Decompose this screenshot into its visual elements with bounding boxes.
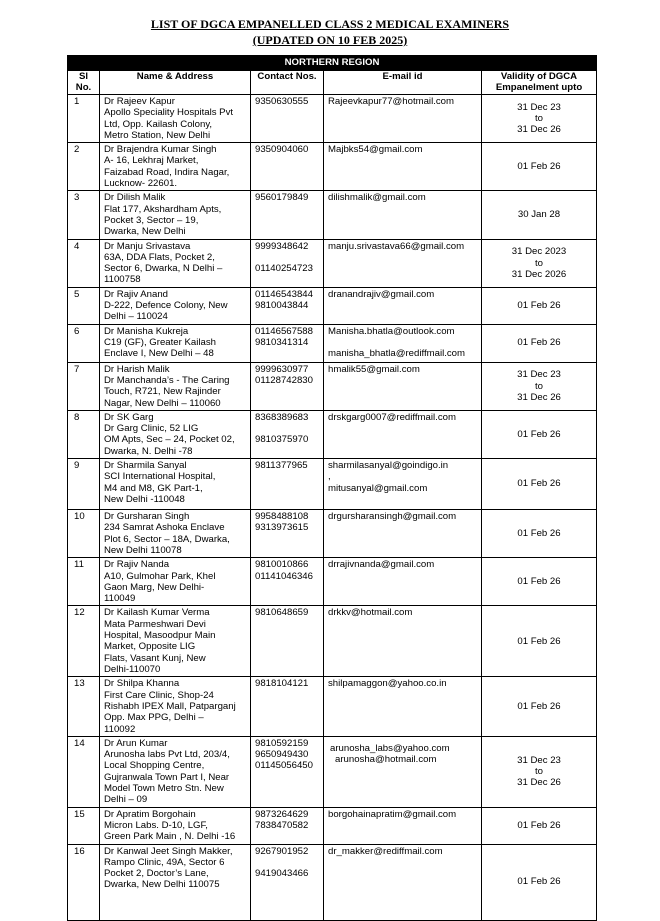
validity-cell <box>482 95 597 143</box>
address-line: SCI International Hospital, <box>104 471 216 483</box>
address-line: Dr Shilpa Khanna <box>104 678 180 690</box>
address-line: First Care Clinic, Shop-24 <box>104 689 214 701</box>
serial-number: 1 <box>68 95 100 143</box>
email-address[interactable]: drgursharansingh@gmail.com <box>328 511 457 523</box>
address-line: Gujranwala Town Part I, Near <box>104 771 230 783</box>
header-name-address: Name & Address <box>100 71 251 95</box>
validity-cell <box>482 677 597 736</box>
address-line: OM Apts, Sec – 24, Pocket 02, <box>104 434 235 446</box>
email-address[interactable]: manju.srivastava66@gmail.com <box>328 240 465 252</box>
serial-number: 14 <box>68 736 100 807</box>
address-line: D-222, Defence Colony, New <box>104 300 228 312</box>
contact-cell <box>251 459 324 510</box>
email-cell <box>324 807 482 844</box>
address-line: Arunosha labs Pvt Ltd, 203/4, <box>104 749 230 761</box>
contact-number: 9810592159 <box>255 737 309 749</box>
header-validity-line2: Empanelment upto <box>495 81 583 93</box>
table-row <box>68 677 597 736</box>
contact-cell <box>251 736 324 807</box>
address-line: Dr Manisha Kukreja <box>104 325 189 337</box>
address-line: Faizabad Road, Indira Nagar, <box>104 166 230 178</box>
table-row <box>68 324 597 362</box>
header-contact: Contact Nos. <box>251 71 324 95</box>
contact-cell <box>251 677 324 736</box>
email-address[interactable]: dilishmalik@gmail.com <box>328 192 426 204</box>
validity-date: 01 Feb 26 <box>517 428 561 440</box>
serial-number: 12 <box>68 606 100 677</box>
address-line: Green Park Main , N. Delhi -16 <box>104 831 236 843</box>
table-body <box>68 95 597 921</box>
address-line: Metro Station, New Delhi <box>104 129 211 141</box>
serial-number: 15 <box>68 807 100 844</box>
serial-number: 8 <box>68 410 100 458</box>
email-cell <box>324 95 482 143</box>
email-cell <box>324 362 482 410</box>
examiners-table <box>67 55 597 921</box>
address-line: Sector 6, Dwarka, N Delhi – <box>104 263 223 275</box>
address-line: Dr Kailash Kumar Verma <box>104 607 210 619</box>
address-line: Dr Rajeev Kapur <box>104 96 175 107</box>
contact-number: 9560179849 <box>255 192 309 204</box>
validity-cell <box>482 143 597 191</box>
email-address[interactable]: sharmilasanyal@goindigo.in <box>328 460 449 472</box>
address-line: Dwarka, New Delhi 110075 <box>104 879 220 891</box>
address-line: Local Shopping Centre, <box>104 760 205 772</box>
validity-date: 01 Feb 26 <box>517 876 561 888</box>
name-address-cell <box>100 362 251 410</box>
address-line: Dr Rajiv Anand <box>104 288 168 300</box>
address-line: 63A, DDA Flats, Pocket 2, <box>104 251 215 263</box>
table-row <box>68 239 597 287</box>
email-address[interactable]: dr_makker@rediffmail.com <box>328 845 443 857</box>
address-line: Dr SK Garg <box>104 411 154 423</box>
validity-cell <box>482 606 597 677</box>
header-validity-line1: Validity of DGCA <box>500 71 578 82</box>
serial-number: 5 <box>68 287 100 324</box>
address-line: Rishabh IPEX Mall, Patparganj <box>104 700 236 712</box>
validity-date: 31 Dec 26 <box>517 124 561 136</box>
validity-cell <box>482 410 597 458</box>
validity-cell <box>482 287 597 324</box>
contact-number: 01141046346 <box>255 570 313 582</box>
header-email: E-mail id <box>324 71 482 95</box>
contact-number: 9810043844 <box>255 300 309 312</box>
address-line: Dwarka, N. Delhi -78 <box>104 445 193 457</box>
validity-cell <box>482 844 597 920</box>
address-line: A- 16, Lekhraj Market, <box>104 155 199 167</box>
address-line: Pocket 3, Sector – 19, <box>104 214 199 226</box>
address-line: Dr Sharmila Sanyal <box>104 460 187 472</box>
address-line: Dr Arun Kumar <box>104 737 168 749</box>
contact-number: 9958488108 <box>255 511 309 523</box>
validity-cell <box>482 239 597 287</box>
table-row <box>68 362 597 410</box>
address-line: Delhi – 110024 <box>104 311 168 323</box>
validity-date: 01 Feb 26 <box>517 527 561 539</box>
contact-cell <box>251 95 324 143</box>
contact-number: 9350904060 <box>255 144 309 156</box>
contact-number: 9811377965 <box>255 460 308 472</box>
document-subtitle: (UPDATED ON 10 FEB 2025) <box>252 33 408 47</box>
email-address[interactable]: drskgarg0007@rediffmail.com <box>328 411 456 423</box>
contact-cell <box>251 807 324 844</box>
address-line: 110092 <box>104 723 136 735</box>
validity-cell <box>482 459 597 510</box>
address-line: Micron Labs. D-10, LGF, <box>104 819 208 831</box>
email-cell <box>324 844 482 920</box>
contact-cell <box>251 324 324 362</box>
email-cell <box>324 143 482 191</box>
address-line: Dr Brajendra Kumar Singh <box>104 144 217 156</box>
contact-number <box>255 423 319 434</box>
contact-number: 01146543844 <box>255 288 313 300</box>
header-sl-no <box>68 71 100 95</box>
address-line: Dr Kanwal Jeet Singh Makker, <box>104 845 233 857</box>
email-address[interactable]: mitusanyal@gmail.com <box>328 482 428 494</box>
contact-number: 9999348642 <box>255 240 309 252</box>
validity-date: 31 Dec 26 <box>517 777 561 789</box>
contact-number: 9810375970 <box>255 434 309 446</box>
serial-number: 2 <box>68 143 100 191</box>
email-address[interactable]: borgohainapratim@gmail.com <box>328 808 457 820</box>
header-sl-line: Sl <box>78 71 89 82</box>
table-row <box>68 606 597 677</box>
contact-number: 9350630555 <box>255 96 309 107</box>
email-address[interactable]: drrajivnanda@gmail.com <box>328 559 435 571</box>
email-address[interactable]: hmalik55@gmail.com <box>328 363 420 375</box>
contact-cell <box>251 287 324 324</box>
validity-date: 31 Dec 26 <box>517 391 561 403</box>
address-line: Nagar, New Delhi – 110060 <box>104 397 221 409</box>
address-line: 1100758 <box>104 274 141 286</box>
address-line: Flats, Vasant Kunj, New <box>104 652 206 664</box>
validity-date: 31 Dec 23 <box>517 101 561 113</box>
name-address-cell <box>100 143 251 191</box>
serial-number: 4 <box>68 239 100 287</box>
address-line: Dr Manchanda’s - The Caring <box>104 374 230 386</box>
validity-date: 31 Dec 2026 <box>511 268 567 280</box>
email-address[interactable]: arunosha@hotmail.com <box>335 754 437 766</box>
contact-number: 9313973615 <box>255 522 309 534</box>
email-address[interactable]: Rajeevkapur77@hotmail.com <box>328 96 454 107</box>
address-line: Mata Parmeshwari Devi <box>104 618 206 630</box>
email-cell <box>324 736 482 807</box>
header-no-line: No. <box>75 81 92 93</box>
address-line: Dr Dilish Malik <box>104 192 166 204</box>
contact-number: 9810341314 <box>255 336 309 348</box>
contact-number: 9999630977 <box>255 363 309 375</box>
email-cell <box>324 287 482 324</box>
contact-number: 01145056450 <box>255 760 313 772</box>
contact-cell <box>251 410 324 458</box>
contact-number: 7838470582 <box>255 819 309 831</box>
address-line: Dr Gursharan Singh <box>104 511 190 523</box>
email-cell <box>324 459 482 510</box>
address-line: New Delhi -110048 <box>104 493 185 505</box>
validity-date: 01 Feb 26 <box>517 300 561 312</box>
email-address: , <box>328 471 331 483</box>
validity-date: 01 Feb 26 <box>517 478 561 490</box>
validity-cell <box>482 807 597 844</box>
validity-date: 31 Dec 2023 <box>511 246 567 258</box>
name-address-cell <box>100 558 251 606</box>
contact-cell <box>251 558 324 606</box>
serial-number: 10 <box>68 510 100 558</box>
contact-cell <box>251 844 324 920</box>
name-address-cell <box>100 844 251 920</box>
validity-date: 01 Feb 26 <box>517 337 561 349</box>
address-line: Ltd, Opp. Kailash Colony, <box>104 118 213 130</box>
address-line: Lucknow- 22601. <box>104 178 178 190</box>
validity-date: 01 Feb 26 <box>517 635 561 647</box>
contact-number: 9818104121 <box>255 678 309 690</box>
name-address-cell <box>100 459 251 510</box>
contact-number: 01146567588 <box>255 325 313 337</box>
validity-date: 01 Feb 26 <box>517 819 561 831</box>
address-line: A10, Gulmohar Park, Khel <box>104 570 216 582</box>
email-address[interactable]: Majbks54@gmail.com <box>328 144 423 156</box>
address-line: Model Town Metro Stn. New <box>104 783 224 795</box>
address-line: Rampo Clinic, 49A, Sector 6 <box>104 856 225 868</box>
table-row <box>68 736 597 807</box>
table-row <box>68 95 597 143</box>
email-address <box>328 337 477 348</box>
table-row <box>68 143 597 191</box>
contact-number: 8368389683 <box>255 411 309 423</box>
address-line: Dwarka, New Delhi <box>104 226 186 238</box>
address-line: Delhi – 09 <box>104 794 148 806</box>
name-address-cell <box>100 324 251 362</box>
contact-cell <box>251 606 324 677</box>
address-line: Dr Manju Srivastava <box>104 240 191 252</box>
contact-number: 9873264629 <box>255 808 309 820</box>
validity-cell <box>482 362 597 410</box>
validity-date: 31 Dec 23 <box>517 369 561 381</box>
email-cell <box>324 510 482 558</box>
address-line: Dr Garg Clinic, 52 LIG <box>104 423 199 435</box>
contact-cell <box>251 510 324 558</box>
email-address[interactable]: dranandrajiv@gmail.com <box>328 288 435 300</box>
name-address-cell <box>100 239 251 287</box>
address-line: New Delhi 110078 <box>104 544 182 556</box>
validity-date: to <box>535 766 544 778</box>
contact-number: 01128742830 <box>255 374 313 386</box>
serial-number: 13 <box>68 677 100 736</box>
validity-date: to <box>535 112 544 124</box>
validity-date: to <box>535 257 544 269</box>
address-line: Dr Harish Malik <box>104 363 170 375</box>
address-line: Touch, R721, New Rajinder <box>104 386 221 398</box>
table-row <box>68 558 597 606</box>
validity-date: 01 Feb 26 <box>517 576 561 588</box>
validity-date: 01 Feb 26 <box>517 700 561 712</box>
name-address-cell <box>100 510 251 558</box>
contact-number: 9810648659 <box>255 607 309 619</box>
name-address-cell <box>100 677 251 736</box>
contact-cell <box>251 191 324 239</box>
email-cell <box>324 239 482 287</box>
address-line: Opp. Max PPG, Delhi – <box>104 712 204 724</box>
address-line: 234 Samrat Ashoka Enclave <box>104 522 225 534</box>
contact-cell <box>251 239 324 287</box>
email-address[interactable]: arunosha_labs@yahoo.com <box>330 742 450 754</box>
validity-date: 31 Dec 23 <box>517 754 561 766</box>
address-line: Delhi-110070 <box>104 663 161 675</box>
address-line: Dr Rajiv Nanda <box>104 559 170 571</box>
table-row <box>68 510 597 558</box>
name-address-cell <box>100 95 251 143</box>
contact-number: 9419043466 <box>255 868 309 880</box>
contact-cell <box>251 362 324 410</box>
table-row <box>68 807 597 844</box>
email-address[interactable]: Manisha.bhatla@outlook.com <box>328 325 455 337</box>
email-cell <box>324 324 482 362</box>
email-cell <box>324 677 482 736</box>
address-line: Pocket 2, Doctor’s Lane, <box>104 868 209 880</box>
validity-cell <box>482 736 597 807</box>
validity-cell <box>482 324 597 362</box>
email-address[interactable]: manisha_bhatla@rediffmail.com <box>328 348 466 360</box>
email-address[interactable]: drkkv@hotmail.com <box>328 607 413 619</box>
contact-cell <box>251 143 324 191</box>
address-line: C19 (GF), Greater Kailash <box>104 336 216 348</box>
serial-number: 11 <box>68 558 100 606</box>
table-row <box>68 410 597 458</box>
name-address-cell <box>100 606 251 677</box>
table-row <box>68 459 597 510</box>
validity-date: 30 Jan 28 <box>517 209 561 221</box>
table-row <box>68 191 597 239</box>
name-address-cell <box>100 410 251 458</box>
validity-cell <box>482 558 597 606</box>
validity-cell <box>482 510 597 558</box>
table-row <box>68 287 597 324</box>
address-line: M4 and M8, GK Part-1, <box>104 482 203 494</box>
serial-number: 9 <box>68 459 100 510</box>
name-address-cell <box>100 807 251 844</box>
address-line: Apollo Speciality Hospitals Pvt <box>104 107 234 119</box>
email-cell <box>324 191 482 239</box>
validity-date: to <box>535 380 544 392</box>
region-header: NORTHERN REGION <box>68 56 597 71</box>
name-address-cell <box>100 736 251 807</box>
contact-number: 9650949430 <box>255 749 309 761</box>
email-cell <box>324 606 482 677</box>
contact-number: 9810010866 <box>255 559 309 571</box>
email-cell <box>324 410 482 458</box>
email-address[interactable]: shilpamaggon@yahoo.co.in <box>328 678 447 690</box>
contact-number <box>255 857 319 868</box>
validity-date: 01 Feb 26 <box>517 161 561 173</box>
serial-number: 16 <box>68 844 100 920</box>
address-line: Flat 177, Akshardham Apts, <box>104 203 222 215</box>
name-address-cell <box>100 191 251 239</box>
serial-number: 3 <box>68 191 100 239</box>
column-header-row <box>68 71 597 95</box>
header-validity <box>482 71 597 95</box>
serial-number: 6 <box>68 324 100 362</box>
address-line: Enclave I, New Delhi – 48 <box>104 348 214 360</box>
serial-number: 7 <box>68 362 100 410</box>
address-line: 110049 <box>104 593 136 605</box>
table-row <box>68 844 597 920</box>
address-line: Gaon Marg, New Delhi- <box>104 581 205 593</box>
name-address-cell <box>100 287 251 324</box>
email-cell <box>324 558 482 606</box>
validity-cell <box>482 191 597 239</box>
contact-number: 01140254723 <box>255 263 313 275</box>
document-title: LIST OF DGCA EMPANELLED CLASS 2 MEDICAL EXAMINERS <box>150 17 510 31</box>
contact-number <box>255 252 319 263</box>
address-line: Hospital, Masoodpur Main <box>104 629 216 641</box>
address-line: Market, Opposite LIG <box>104 641 196 653</box>
address-line: Plot 6, Sector – 18A, Dwarka, <box>104 533 230 545</box>
contact-number: 9267901952 <box>255 845 309 857</box>
address-line: Dr Apratim Borgohain <box>104 808 196 820</box>
